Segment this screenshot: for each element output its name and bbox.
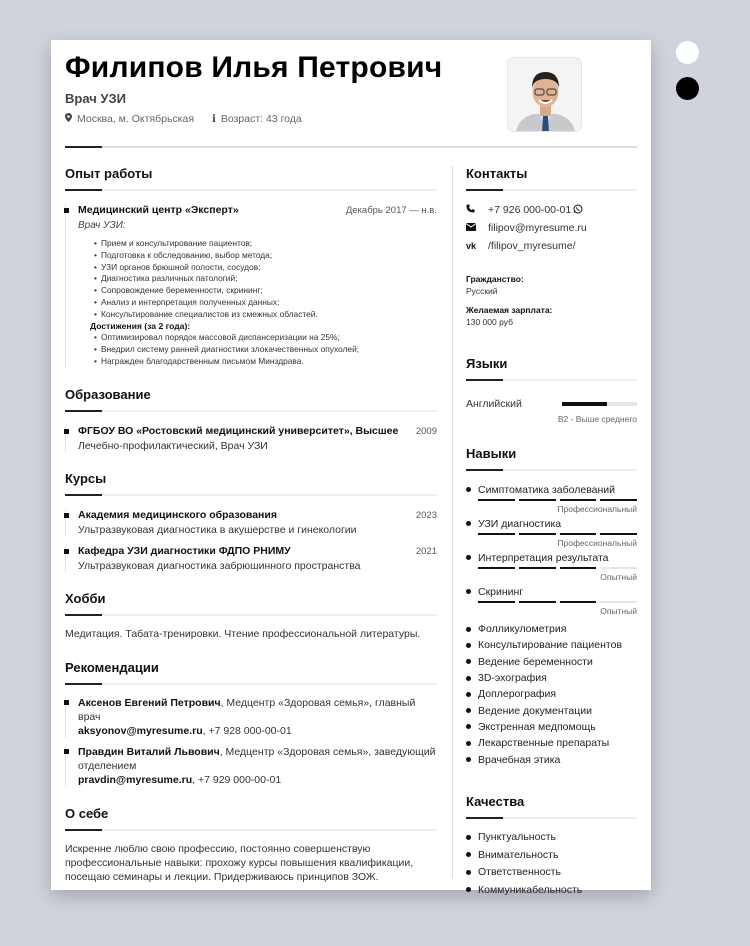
section-divider xyxy=(65,614,437,616)
bullet-icon xyxy=(466,708,471,713)
skills-section xyxy=(466,446,637,768)
bullet-icon xyxy=(466,852,471,857)
duty-item: • Диагностика различных патологий; xyxy=(94,273,437,285)
right-column xyxy=(466,166,637,899)
skill-level: Опытный xyxy=(600,606,637,616)
language-level-bar xyxy=(562,402,637,406)
header-divider xyxy=(65,146,637,148)
contact-phone[interactable]: +7 926 000-00-01 xyxy=(466,201,637,219)
skill-level: Профессиональный xyxy=(557,504,637,514)
skill-level-bars xyxy=(466,533,637,535)
contact-vk[interactable]: vk /filipov_myresume/ xyxy=(466,240,576,252)
course-year: 2021 xyxy=(415,545,437,557)
skill-item: Доплерография xyxy=(466,686,637,702)
duty-item: • Сопровождение беременности, скрининг; xyxy=(94,285,437,297)
duties-list xyxy=(78,238,437,321)
course-detail: Ультразвуковая диагностика в акушерстве и гинекологии xyxy=(78,523,357,536)
qualities-section xyxy=(466,794,637,899)
section-divider xyxy=(65,410,437,412)
map-pin-icon xyxy=(65,113,72,125)
achievement-item: • Внедрил систему ранней диагностики злокачественных опухолей; xyxy=(94,344,437,356)
section-title-about: О себе xyxy=(65,805,109,821)
section-title-qualities: Качества xyxy=(466,793,525,809)
column-divider xyxy=(452,166,453,878)
course-entry xyxy=(65,545,437,572)
reference-email[interactable]: aksyonov@myresume.ru xyxy=(78,724,203,737)
section-title-languages: Языки xyxy=(466,356,508,371)
bullet-icon xyxy=(466,757,471,762)
education-entry xyxy=(65,425,437,452)
skill-level-bars xyxy=(466,567,637,569)
quality-item: Коммуникабельность xyxy=(466,881,637,899)
bullet-icon xyxy=(466,555,471,560)
duty-item: • Подготовка к обследованию, выбор метода; xyxy=(94,250,437,262)
job-role: Врач УЗИ: xyxy=(78,220,126,231)
graduation-year: 2009 xyxy=(415,425,437,437)
reference-org: , Медцентр «Здоровая семья», заведующий отделением xyxy=(78,745,436,772)
bullet-icon xyxy=(466,692,471,697)
candidate-meta xyxy=(65,113,302,125)
skill-item: Симптоматика заболеваний Профессиональный xyxy=(466,482,637,516)
duty-item: • УЗИ органов брюшной полости, сосудов; xyxy=(94,262,437,274)
language-level-fill xyxy=(562,402,607,406)
reference-name: Правдин Виталий Львович xyxy=(78,745,220,758)
bullet-icon xyxy=(466,487,471,492)
employment-dates: Декабрь 2017 — н.в. xyxy=(345,205,437,216)
envelope-icon xyxy=(466,223,488,234)
reference-phone: , +7 929 000-00-01 xyxy=(192,773,282,786)
education-section xyxy=(65,387,437,452)
citizenship-label: Гражданство: xyxy=(466,274,524,284)
candidate-position: Врач УЗИ xyxy=(65,91,126,106)
skill-item: Врачебная этика xyxy=(466,751,637,767)
languages-section xyxy=(466,356,637,424)
bullet-icon xyxy=(466,659,471,664)
section-divider xyxy=(65,189,437,191)
section-divider xyxy=(65,829,437,831)
skill-item: Экстренная медпомощь xyxy=(466,719,637,735)
profile-photo xyxy=(507,57,582,132)
language-item xyxy=(466,398,637,410)
bullet-icon xyxy=(466,676,471,681)
skill-level: Опытный xyxy=(600,572,637,582)
reference-email[interactable]: pravdin@myresume.ru xyxy=(78,773,193,786)
section-title-hobby: Хобби xyxy=(65,590,106,606)
resume-page xyxy=(51,40,651,896)
skills-list xyxy=(466,621,637,768)
skill-item: УЗИ диагностика Профессиональный xyxy=(466,516,637,550)
skill-level-bars xyxy=(466,601,637,603)
section-title-experience: Опыт работы xyxy=(65,166,153,181)
quality-item: Ответственность xyxy=(466,864,637,882)
references-section xyxy=(65,660,437,787)
candidate-name: Филипов Илья Петрович xyxy=(65,51,443,84)
skill-level: Профессиональный xyxy=(557,538,637,548)
skill-item: Консультирование пациентов xyxy=(466,637,637,653)
bullet-icon xyxy=(466,627,471,632)
reference-entry xyxy=(65,745,437,787)
about-section xyxy=(65,806,437,884)
section-title-references: Рекомендации xyxy=(65,659,159,675)
bullet-icon xyxy=(466,741,471,746)
bullet-icon xyxy=(466,589,471,594)
duty-item: • Анализ и интерпретация полученных данных; xyxy=(94,297,437,309)
contacts-section xyxy=(466,166,637,327)
about-text: Искренне люблю свою профессию, постоянно совершенствую профессиональные навыки: прохожу курсы повышения квалификации, посещаю семинары и лекции. Придерживаюсь принципов ЗОЖ. xyxy=(65,842,414,883)
salary-value: 130 000 руб xyxy=(466,317,513,327)
language-level: B2 - Выше среднего xyxy=(557,414,637,424)
toggle-dot-dark[interactable] xyxy=(676,77,699,100)
course-provider: Кафедра УЗИ диагностики ФДПО РНИМУ xyxy=(78,544,291,557)
section-title-courses: Курсы xyxy=(65,470,107,486)
section-divider xyxy=(65,683,437,685)
section-divider xyxy=(466,189,637,191)
reference-name: Аксенов Евгений Петрович xyxy=(78,696,221,709)
duty-item: • Консультирование специалистов из смежных областей. xyxy=(94,309,437,321)
hobby-section xyxy=(65,591,437,641)
section-divider xyxy=(466,469,637,471)
section-divider xyxy=(466,379,637,381)
company-name: Медицинский центр «Эксперт» xyxy=(78,204,239,216)
bullet-icon xyxy=(466,870,471,875)
reference-entry xyxy=(65,696,437,738)
location: Москва, м. Октябрьская xyxy=(65,113,194,125)
skill-item: Скрининг Опытный xyxy=(466,584,637,618)
phone-icon xyxy=(466,204,488,216)
left-column xyxy=(65,166,437,884)
bullet-icon xyxy=(466,835,471,840)
course-year: 2023 xyxy=(415,509,437,521)
citizenship-value: Русский xyxy=(466,286,498,296)
skill-item: Лекарственные препараты xyxy=(466,735,637,751)
salary-label: Желаемая зарплата: xyxy=(466,305,553,315)
section-title-contacts: Контакты xyxy=(466,166,528,181)
section-divider xyxy=(466,817,637,819)
skill-level-bars xyxy=(466,499,637,501)
experience-section xyxy=(65,166,437,368)
quality-item: Внимательность xyxy=(466,846,637,864)
skill-item: Интерпретация результата Опытный xyxy=(466,550,637,584)
skill-item: Ведение беременности xyxy=(466,654,637,670)
quality-item: Пунктуальность xyxy=(466,829,637,847)
achievement-item: • Награжден благодарственным письмом Минздрава. xyxy=(94,356,437,368)
skill-item: 3D-эхография xyxy=(466,670,637,686)
language-name: Английский xyxy=(466,398,522,410)
section-title-skills: Навыки xyxy=(466,446,517,461)
section-title-education: Образование xyxy=(65,386,151,402)
skill-item: Ведение документации xyxy=(466,702,637,718)
skill-item: Фолликулометрия xyxy=(466,621,637,637)
whatsapp-icon[interactable] xyxy=(573,204,583,217)
section-divider xyxy=(65,494,437,496)
achievement-item: • Оптимизировал порядок массовой диспансеризации на 25%; xyxy=(94,332,437,344)
courses-section xyxy=(65,471,437,572)
info-icon: i xyxy=(212,114,216,125)
course-entry xyxy=(65,509,437,536)
bullet-icon xyxy=(466,887,471,892)
bullet-icon xyxy=(466,643,471,648)
course-provider: Академия медицинского образования xyxy=(78,508,277,521)
education-detail: Лечебно-профилактический, Врач УЗИ xyxy=(78,439,268,452)
vk-icon: vk xyxy=(466,241,477,251)
duty-item: • Прием и консультирование пациентов; xyxy=(94,238,437,250)
institution-name: ФГБОУ ВО «Ростовский медицинский университет», Высшее xyxy=(78,424,399,437)
contact-email[interactable]: filipov@myresume.ru xyxy=(466,219,637,237)
bullet-icon xyxy=(466,521,471,526)
reference-phone: , +7 928 000-00-01 xyxy=(202,724,292,737)
experience-entry xyxy=(65,204,437,368)
hobby-text: Медитация. Табата-тренировки. Чтение профессиональной литературы. xyxy=(65,627,421,640)
course-detail: Ультразвуковая диагностика забрюшинного пространства xyxy=(78,559,361,572)
bullet-icon xyxy=(466,724,471,729)
reference-org: , Медцентр «Здоровая семья», главный врач xyxy=(78,696,416,723)
achievements-title: Достижения (за 2 года): xyxy=(90,320,191,331)
age: i Возраст: 43 года xyxy=(212,113,302,125)
achievements-list xyxy=(78,332,437,367)
toggle-dot-light[interactable] xyxy=(676,41,699,64)
